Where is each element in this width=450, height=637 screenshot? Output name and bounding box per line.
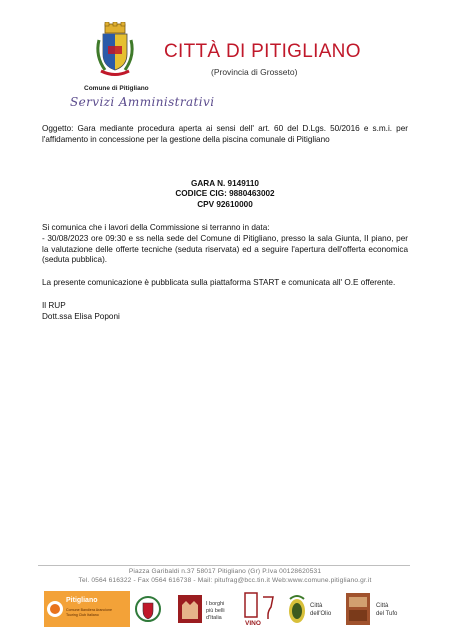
- logo1-sub2: Touring Club Italiano: [66, 613, 99, 617]
- logo5-line2: del Tufo: [376, 611, 398, 617]
- signature-role: Il RUP: [42, 300, 66, 310]
- coat-of-arms-icon: [93, 22, 137, 78]
- letter-body: [42, 124, 408, 323]
- signature-block: [42, 301, 408, 323]
- schedule-detail: - 30/08/2023 ore 09:30 e ss nella sede del Comune di Pitigliano, presso la sala Giunta, II piano, per la valutazione delle offerte tecniche (seduta riservata) ed a seguire l'apertura dell'offerta economica (seduta pubblica).: [42, 233, 408, 265]
- comune-label: Comune di Pitigliano: [84, 85, 149, 92]
- footer-address: Piazza Garibaldi n.37 58017 Pitigliano (Gr) P.Iva 00128620531: [128, 568, 322, 575]
- logo4-line2: dell'Olio: [310, 611, 332, 617]
- logo5-line1: Città: [376, 603, 389, 609]
- footer-logos: [38, 589, 410, 629]
- bandiera-arancione-logo-icon: [44, 591, 130, 627]
- borghi-piu-belli-logo-icon: [178, 591, 240, 627]
- letterhead: [0, 0, 450, 120]
- logo4-line1: Città: [310, 603, 323, 609]
- logo3-text: VINO: [245, 620, 261, 627]
- citta-dell-olio-logo-icon: [286, 591, 338, 627]
- subject-paragraph: Oggetto: Gara mediante procedura aperta ai sensi dell' art. 60 del D.Lgs. 50/2016 e s.m.i. per l'affidamento in concessione per la gestione della piscina comunale di Pitigliano: [42, 124, 408, 144]
- cig-code: CODICE CIG: 9880463002: [175, 189, 275, 199]
- publication-note: La presente comunicazione è pubblicata sulla piattaforma START e comunicata all' O.E offerente.: [42, 278, 396, 288]
- page-title: CITTÀ DI PITIGLIANO: [164, 41, 361, 62]
- schedule-block: [42, 223, 408, 266]
- citta-del-tufo-logo-icon: [346, 591, 408, 627]
- cpv-code: CPV 92610000: [197, 200, 253, 210]
- tender-number: GARA N. 9149110: [191, 178, 259, 188]
- footer-contacts: [40, 568, 410, 585]
- logo1-title: Pitigliano: [66, 597, 98, 604]
- footer-divider: [38, 565, 410, 566]
- department-name: Servizi Amministrativi: [70, 95, 215, 109]
- schedule-intro: Si comunica che i lavori della Commissione si terranno in data:: [42, 222, 270, 232]
- logo1-sub1: Comune Bandiera Arancione: [66, 608, 112, 612]
- logo2-line2: più belli: [206, 608, 225, 614]
- footer-contact-line: Tel. 0564 616322 - Fax 0564 616738 - Mail: pitufrag@bcc.tin.it Web:www.comune.pitigliano.gr.it: [78, 576, 372, 584]
- logo2-line3: d'Italia: [206, 615, 222, 621]
- province-subtitle: (Provincia di Grosseto): [211, 67, 298, 77]
- signature-name: Dott.ssa Elisa Poponi: [42, 311, 120, 321]
- citta-del-vino-logo-icon: [243, 591, 277, 627]
- tender-codes: [42, 179, 408, 211]
- regional-crest-icon: [134, 593, 162, 625]
- logo2-line1: I borghi: [206, 601, 225, 607]
